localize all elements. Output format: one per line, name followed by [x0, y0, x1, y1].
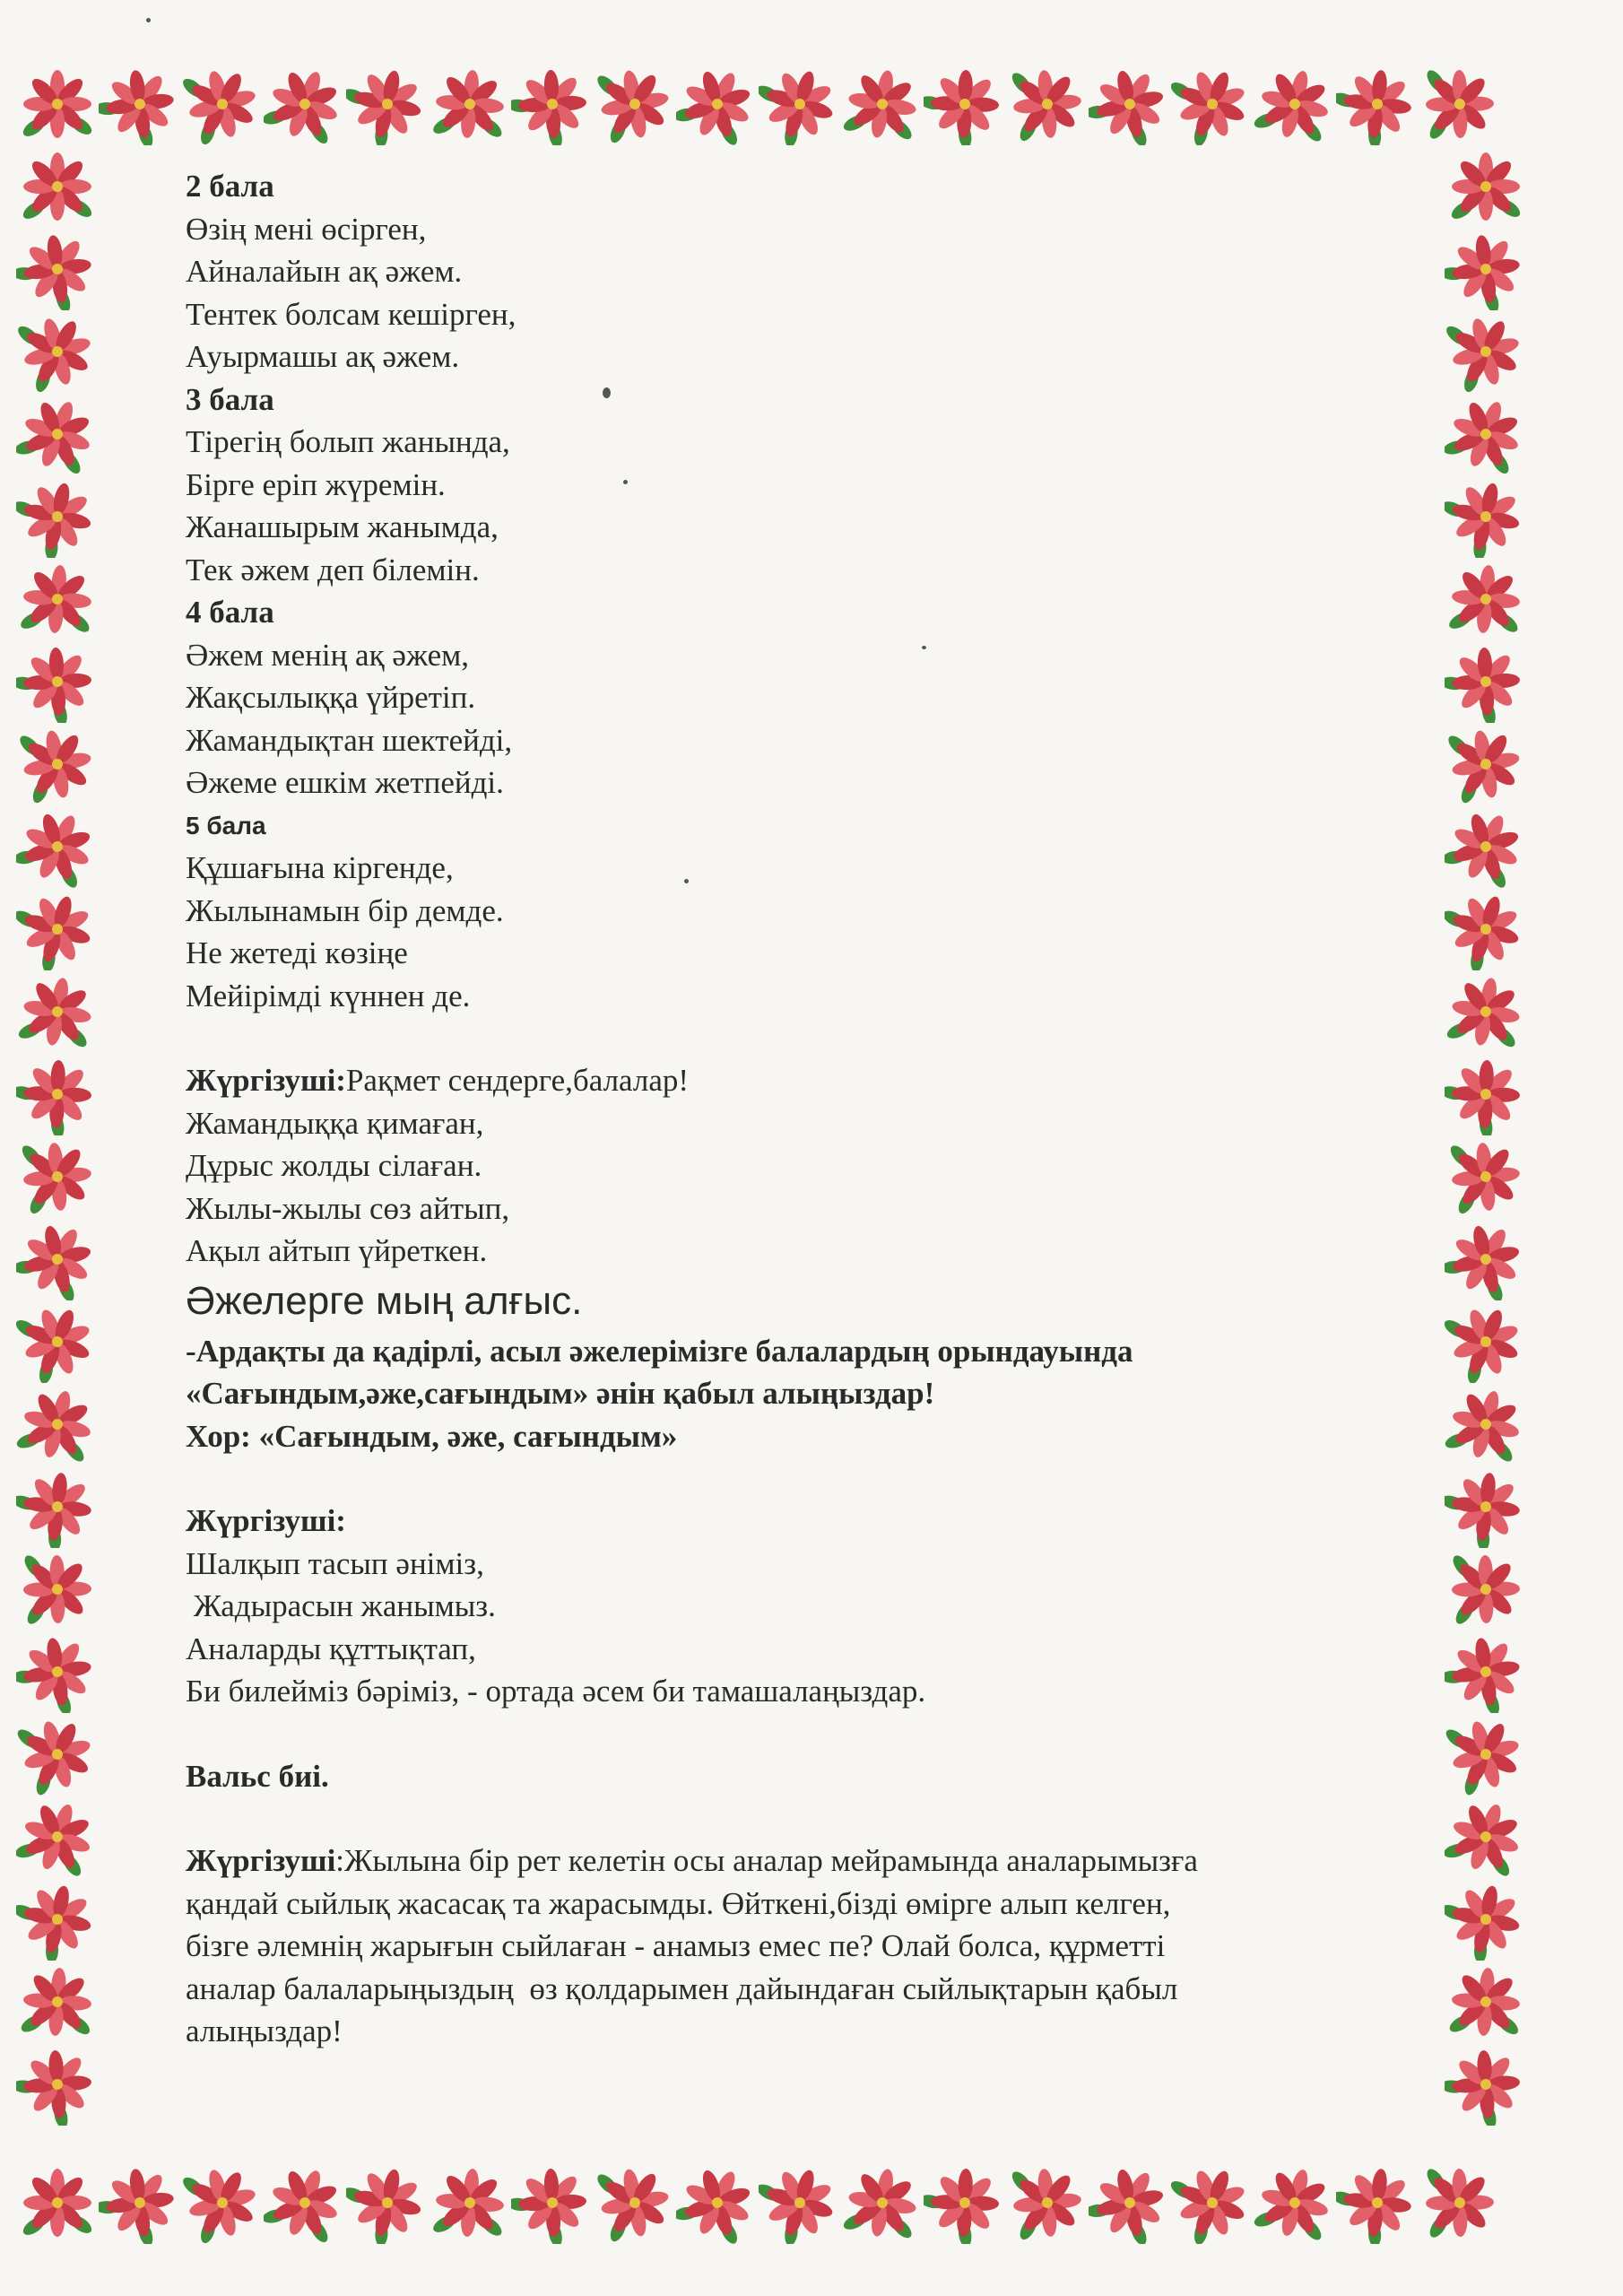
- thanks-heading: Әжелерге мың алғыс.: [186, 1278, 583, 1323]
- poinsettia-icon: [429, 2161, 511, 2244]
- poinsettia-icon: [99, 2161, 181, 2244]
- poinsettia-icon: [841, 63, 924, 145]
- poinsettia-icon: [1089, 2161, 1171, 2244]
- verse-line: Жанашырым жанымда,: [186, 509, 499, 544]
- poinsettia-icon: [16, 475, 99, 558]
- paragraph-line: қандай сыйлық жасасақ та жарасымды. Өйткені,бізді өмірге алып келген,: [186, 1885, 1171, 1921]
- stanza-2: [186, 165, 1468, 378]
- stanza-label: 2 бала: [186, 169, 274, 204]
- poinsettia-icon: [594, 2161, 676, 2244]
- poinsettia-icon: [16, 1300, 99, 1383]
- verse-line: Тентек болсам кешірген,: [186, 296, 516, 332]
- speaker-label: Жүргізуші:: [186, 1503, 346, 1538]
- document-body: [186, 165, 1468, 2053]
- poinsettia-icon: [759, 2161, 841, 2244]
- verse-line: Бірге еріп жүремін.: [186, 466, 446, 502]
- poinsettia-icon: [16, 970, 99, 1053]
- verse-line: Дұрыс жолды сілаған.: [186, 1148, 482, 1183]
- poinsettia-icon: [1336, 63, 1419, 145]
- paragraph-line: аналар балаларыңыздың өз қолдарымен дайындаған сыйлықтарын қабыл: [186, 1970, 1178, 2006]
- border-left: [16, 145, 99, 2126]
- poinsettia-icon: [594, 63, 676, 145]
- invite-line: -Ардақты да қадірлі, асыл әжелерімізге балалардың орындауында: [186, 1333, 1133, 1369]
- poinsettia-icon: [16, 1961, 99, 2043]
- paragraph-line: :Жылына бір рет келетін осы аналар мейрамында аналарымызға: [335, 1843, 1198, 1878]
- scan-speck: [146, 18, 151, 22]
- poinsettia-icon: [181, 2161, 264, 2244]
- poinsettia-icon: [16, 145, 99, 228]
- poinsettia-icon: [1171, 2161, 1254, 2244]
- paragraph-line: бізге әлемнің жарығын сыйлаған - анамыз емес пе? Олай болса, құрметті: [186, 1928, 1166, 1963]
- poinsettia-icon: [16, 393, 99, 475]
- poinsettia-icon: [16, 1878, 99, 1961]
- verse-line: Аналарды құттықтап,: [186, 1631, 476, 1666]
- stanza-4: [186, 591, 1468, 804]
- poinsettia-icon: [1254, 2161, 1336, 2244]
- poinsettia-icon: [1089, 63, 1171, 145]
- poinsettia-icon: [924, 63, 1006, 145]
- verse-line: Не жетеді көзіңе: [186, 935, 408, 970]
- poinsettia-icon: [429, 63, 511, 145]
- poinsettia-icon: [16, 640, 99, 723]
- verse-line: Құшағына кіргенде,: [186, 850, 454, 885]
- poinsettia-icon: [16, 1218, 99, 1300]
- host-text: Рақмет сендерге,балалар!: [345, 1063, 690, 1098]
- poinsettia-icon: [16, 888, 99, 970]
- host-section-1: [186, 1059, 1468, 1457]
- stanza-3: [186, 378, 1468, 592]
- poinsettia-icon: [16, 63, 99, 145]
- poinsettia-icon: [181, 63, 264, 145]
- stanza-label: 5 бала: [186, 811, 266, 839]
- poinsettia-icon: [16, 558, 99, 640]
- verse-line: Жадырасын жанымыз.: [186, 1588, 496, 1623]
- poinsettia-icon: [676, 2161, 759, 2244]
- poinsettia-icon: [16, 1713, 99, 1796]
- verse-line: Тірегің болып жанында,: [186, 424, 510, 459]
- poinsettia-icon: [924, 2161, 1006, 2244]
- paragraph-line: алыңыздар!: [186, 2013, 343, 2048]
- verse-line: Жамандықтан шектейді,: [186, 722, 513, 758]
- poinsettia-icon: [16, 2043, 99, 2126]
- poinsettia-icon: [676, 63, 759, 145]
- verse-line: Би билейміз бәріміз, - ортада әсем би тамашалаңыздар.: [186, 1674, 926, 1709]
- poinsettia-icon: [264, 63, 346, 145]
- poinsettia-icon: [16, 723, 99, 805]
- host-section-2: [186, 1500, 1468, 1713]
- poinsettia-icon: [346, 63, 429, 145]
- poinsettia-icon: [16, 1383, 99, 1465]
- border-top: [16, 63, 1501, 145]
- stanza-label: 4 бала: [186, 595, 274, 630]
- choir-line: Хор: «Сағындым, әже, сағындым»: [186, 1418, 678, 1454]
- verse-line: Ауырмашы ақ әжем.: [186, 339, 460, 374]
- verse-line: Жамандыққа қимаған,: [186, 1105, 484, 1141]
- poinsettia-icon: [264, 2161, 346, 2244]
- poinsettia-icon: [759, 63, 841, 145]
- poinsettia-icon: [16, 1135, 99, 1218]
- poinsettia-icon: [16, 1548, 99, 1631]
- poinsettia-icon: [1419, 2161, 1501, 2244]
- poinsettia-icon: [16, 228, 99, 310]
- poinsettia-icon: [1445, 2043, 1527, 2126]
- verse-line: Әжеме ешкім жетпейді.: [186, 765, 504, 800]
- poinsettia-icon: [1336, 2161, 1419, 2244]
- verse-line: Шалқып тасып әніміз,: [186, 1545, 484, 1581]
- verse-line: Айналайын ақ әжем.: [186, 254, 463, 289]
- poinsettia-icon: [1254, 63, 1336, 145]
- poinsettia-icon: [16, 2161, 99, 2244]
- verse-line: Ақыл айтып үйреткен.: [186, 1233, 488, 1268]
- verse-line: Әжем менің ақ әжем,: [186, 637, 470, 673]
- verse-line: Жақсылыққа үйретіп.: [186, 680, 476, 715]
- poinsettia-icon: [99, 63, 181, 145]
- poinsettia-icon: [16, 1631, 99, 1713]
- stanza-5: [186, 804, 1468, 1018]
- poinsettia-icon: [16, 1465, 99, 1548]
- poinsettia-icon: [1171, 63, 1254, 145]
- speaker-label: Жүргізуші: [186, 1843, 336, 1878]
- verse-line: Жылынамын бір демде.: [186, 892, 504, 928]
- poinsettia-icon: [16, 1053, 99, 1135]
- verse-line: Тек әжем деп білемін.: [186, 552, 480, 587]
- poinsettia-icon: [16, 805, 99, 888]
- stanza-label: 3 бала: [186, 381, 274, 417]
- poinsettia-icon: [16, 310, 99, 393]
- host-section-3: [186, 1839, 1468, 2053]
- poinsettia-icon: [16, 1796, 99, 1878]
- border-bottom: [16, 2161, 1501, 2244]
- poinsettia-icon: [346, 2161, 429, 2244]
- verse-line: Мейірімді күннен де.: [186, 978, 471, 1013]
- poinsettia-icon: [841, 2161, 924, 2244]
- verse-line: Жылы-жылы сөз айтып,: [186, 1190, 510, 1226]
- dance-title: Вальс биі.: [186, 1758, 329, 1794]
- poinsettia-icon: [511, 63, 594, 145]
- poinsettia-icon: [1419, 63, 1501, 145]
- speaker-label: Жүргізуші:: [186, 1063, 346, 1098]
- poinsettia-icon: [1006, 2161, 1089, 2244]
- poinsettia-icon: [511, 2161, 594, 2244]
- poinsettia-icon: [1006, 63, 1089, 145]
- invite-line: «Сағындым,әже,сағындым» әнін қабыл алыңыздар!: [186, 1376, 935, 1411]
- verse-line: Өзің мені өсірген,: [186, 211, 427, 247]
